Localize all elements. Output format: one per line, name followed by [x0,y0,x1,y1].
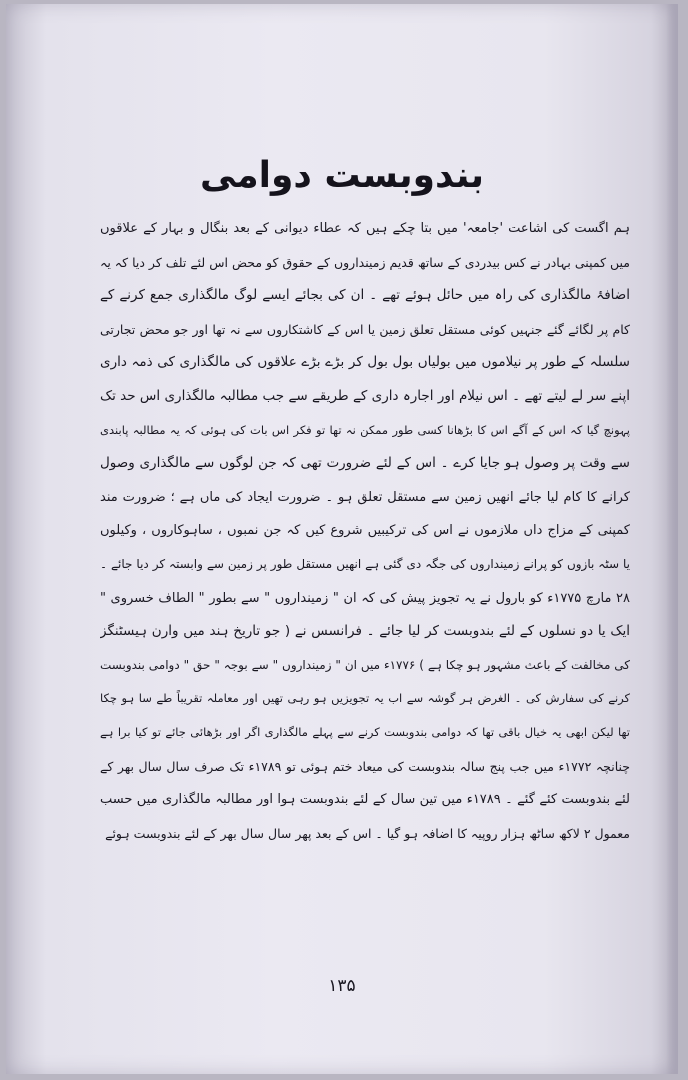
page-number: ۱۳۵ [328,976,356,996]
text-line: اضافۂ مالگذاری کی راہ میں حائل ہوئے تھے ۔ ان کی بجائے ایسے لوگ مالگذاری جمع کرنے کے [100,287,630,304]
text-line: ایک یا دو نسلوں کے لئے بندوبست کر لیا جائے ۔ فرانسس نے ( جو تاریخ ہند میں وارن ہیسٹنگز [100,623,630,640]
text-line: لئے بندوبست کئے گئے ۔ ۱۷۸۹ء میں تین سال کے لئے بندوبست ہوا اور مطالبہ مالگذاری میں حسب [100,792,630,808]
text-line: تھا لیکن ابھی یہ خیال باقی تھا کہ دوامی بندوبست کرنے سے پہلے مالگذاری اگر اور بڑھائی جائے تو کیا برا ہے [100,724,630,739]
body-text [100,212,630,850]
text-line: معمول ۲ لاکھ ساٹھ ہزار روپیہ کا اضافہ ہو گیا ۔ اس کے بعد پھر سال سال بھر کے لئے بندوبست ہوئے [105,825,630,841]
text-line: کام پر لگائے گئے جنہیں کوئی مستقل تعلق زمین یا اس کے کاشتکاروں سے نہ تھا اور جو محض تجارتی [100,321,630,337]
text-line: اپنے سر لے لیتے تھے ۔ اس نیلام اور اجارہ داری کے طریقے سے جب مطالبہ مالگذاری اس حد تک [100,387,630,404]
text-line: ۲۸ مارچ ۱۷۷۵ء کو بارول نے یہ تجویز پیش کی کہ ان " زمینداروں " سے بطور " الطاف خسروی " [100,590,630,606]
book-page [6,4,678,1074]
text-line: سے وقت پر وصول ہو جایا کرے ۔ اس کے لئے ضرورت تھی کہ جن لوگوں سے مالگذاری وصول [100,455,630,472]
text-line: کرانے کا کام لیا جائے انھیں زمین سے مستقل تعلق ہو ۔ ضرورت ایجاد کی ماں ہے ؛ ضرورت مند [100,489,630,505]
text-line: پہونچ گیا کہ اس کے آگے اس کا بڑھانا کسی طور ممکن نہ تھا تو فکر اس بات کی ہوئی کہ یہ مطالبہ پابندی [100,422,630,437]
chapter-title: بندوبست دوامی [199,155,485,196]
text-line: یا سٹہ بازوں کو پرانے زمینداروں کی جگہ دی گئی ہے انھیں مستقل طور پر زمین سے وابستہ کر دیا جائے ۔ [100,556,630,571]
text-line: میں کمپنی بہادر نے کس بیدردی کے ساتھ قدیم زمینداروں کے حقوق کو محض اس لئے تلف کر دیا کہ یہ [100,254,630,270]
text-line: کرنے کی سفارش کی ۔ الغرض ہر گوشہ سے اب یہ تجویزیں ہو رہی تھیں اور معاملہ تقریباً طے سا ہو چکا [100,691,630,706]
text-line: کی مخالفت کے باعث مشہور ہو چکا ہے ) ۱۷۷۶ء میں ان " زمینداروں " سے بوجہ " حق " دوامی بندوبست [100,657,630,672]
text-line: سلسلہ کے طور پر نیلاموں میں بولیاں بول بول کر بڑے بڑے علاقوں کی مالگذاری کی ذمہ داری [100,354,630,371]
text-line: کمپنی کے مزاج داں ملازموں نے اس کی ترکیبیں شروع کیں کہ جن نمبوں ، ساہوکاروں ، وکیلوں [100,523,630,539]
text-line: چنانچہ ۱۷۷۲ء میں جب پنج سالہ بندوبست کی میعاد ختم ہوئی تو ۱۷۸۹ء تک صرف سال سال بھر کے [100,758,630,774]
text-line: ہم اگست کی اشاعت 'جامعہ' میں بتا چکے ہیں کہ عطاء دیوانی کے بعد بنگال و بہار کے علاقوں [100,221,630,236]
